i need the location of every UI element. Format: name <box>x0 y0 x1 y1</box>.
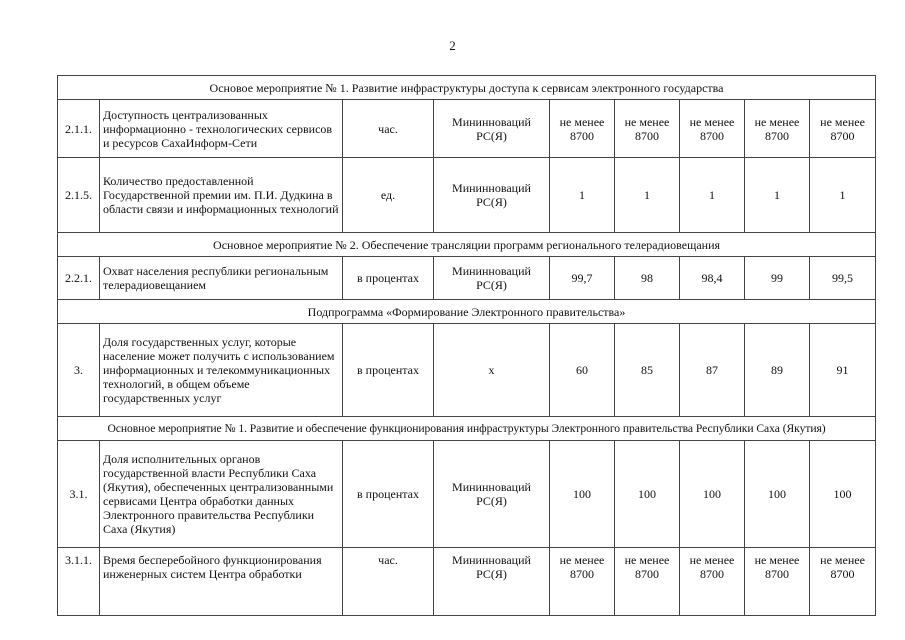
indicator-value: 99,5 <box>810 257 876 300</box>
indicator-value: 100 <box>680 441 745 548</box>
indicator-responsible: Мининноваций РС(Я) <box>434 158 550 233</box>
indicator-unit: час. <box>343 100 434 158</box>
indicator-value: не менее 8700 <box>680 548 745 616</box>
table-row <box>58 158 876 233</box>
indicator-number: 2.1.1. <box>58 100 100 158</box>
table-row <box>58 100 876 158</box>
indicator-value: 1 <box>680 158 745 233</box>
indicator-name: Охват населения республики региональным телерадиовещанием <box>100 257 343 300</box>
indicator-responsible: Мининноваций РС(Я) <box>434 257 550 300</box>
indicator-value: 1 <box>745 158 810 233</box>
indicator-value: не менее 8700 <box>550 100 615 158</box>
indicator-unit: в процентах <box>343 257 434 300</box>
indicator-value: 98,4 <box>680 257 745 300</box>
indicator-value: не менее 8700 <box>745 100 810 158</box>
indicator-unit: ед. <box>343 158 434 233</box>
table-row <box>58 324 876 417</box>
indicator-value: 99,7 <box>550 257 615 300</box>
indicator-value: 99 <box>745 257 810 300</box>
indicator-unit: час. <box>343 548 434 616</box>
indicator-value: 89 <box>745 324 810 417</box>
indicator-value: 1 <box>550 158 615 233</box>
indicator-value: 100 <box>550 441 615 548</box>
indicator-unit: в процентах <box>343 324 434 417</box>
table-row <box>58 441 876 548</box>
indicator-name: Доля исполнительных органов государственной власти Республики Саха (Якутия), обеспеченных централизованными сервисами Центра обработки данных Электронного правительства Республики Саха (Якутия) <box>100 441 343 548</box>
indicator-value: 1 <box>615 158 680 233</box>
section-title: Основое мероприятие № 1. Развитие инфраструктуры доступа к сервисам электронного государства <box>58 76 876 100</box>
section-title: Основное мероприятие № 1. Развитие и обеспечение функционирования инфраструктуры Электронного правительства Республики Саха (Якутия) <box>58 417 876 441</box>
indicator-value: не менее 8700 <box>745 548 810 616</box>
indicators-table <box>57 75 876 616</box>
indicator-value: 91 <box>810 324 876 417</box>
indicator-value: 1 <box>810 158 876 233</box>
indicator-value: не менее 8700 <box>615 548 680 616</box>
table-row <box>58 257 876 300</box>
indicator-responsible: Мининноваций РС(Я) <box>434 548 550 616</box>
indicator-value: 100 <box>810 441 876 548</box>
indicator-value: 60 <box>550 324 615 417</box>
page-number: 2 <box>449 38 456 53</box>
indicator-name: Доля государственных услуг, которые население может получить с использованием информационных и телекоммуникационных технологий, в общем объеме государственных услуг <box>100 324 343 417</box>
indicator-value: 100 <box>745 441 810 548</box>
indicator-responsible: Мининноваций РС(Я) <box>434 100 550 158</box>
indicator-value: 87 <box>680 324 745 417</box>
indicator-value: 98 <box>615 257 680 300</box>
section-row <box>58 233 876 257</box>
table-row <box>58 548 876 616</box>
section-title: Основное мероприятие № 2. Обеспечение трансляции программ регионального телерадиовещания <box>58 233 876 257</box>
indicator-number: 3. <box>58 324 100 417</box>
section-row <box>58 76 876 100</box>
indicator-value: не менее 8700 <box>550 548 615 616</box>
indicator-value: не менее 8700 <box>615 100 680 158</box>
indicator-name: Доступность централизованных информационно - технологических сервисов и ресурсов СахаИнформ-Сети <box>100 100 343 158</box>
indicator-name: Время бесперебойного функционирования инженерных систем Центра обработки <box>100 548 343 616</box>
indicator-unit: в процентах <box>343 441 434 548</box>
section-row <box>58 300 876 324</box>
indicator-value: не менее 8700 <box>680 100 745 158</box>
indicator-number: 3.1. <box>58 441 100 548</box>
section-row <box>58 417 876 441</box>
indicator-value: не менее 8700 <box>810 100 876 158</box>
indicator-name: Количество предоставленной Государственной премии им. П.И. Дудкина в области связи и информационных технологий <box>100 158 343 233</box>
indicator-value: 85 <box>615 324 680 417</box>
indicator-number: 2.1.5. <box>58 158 100 233</box>
indicator-responsible: х <box>434 324 550 417</box>
section-title: Подпрограмма «Формирование Электронного правительства» <box>58 300 876 324</box>
indicator-value: 100 <box>615 441 680 548</box>
indicator-value: не менее 8700 <box>810 548 876 616</box>
indicator-number: 3.1.1. <box>58 548 100 616</box>
indicator-responsible: Мининноваций РС(Я) <box>434 441 550 548</box>
indicator-number: 2.2.1. <box>58 257 100 300</box>
